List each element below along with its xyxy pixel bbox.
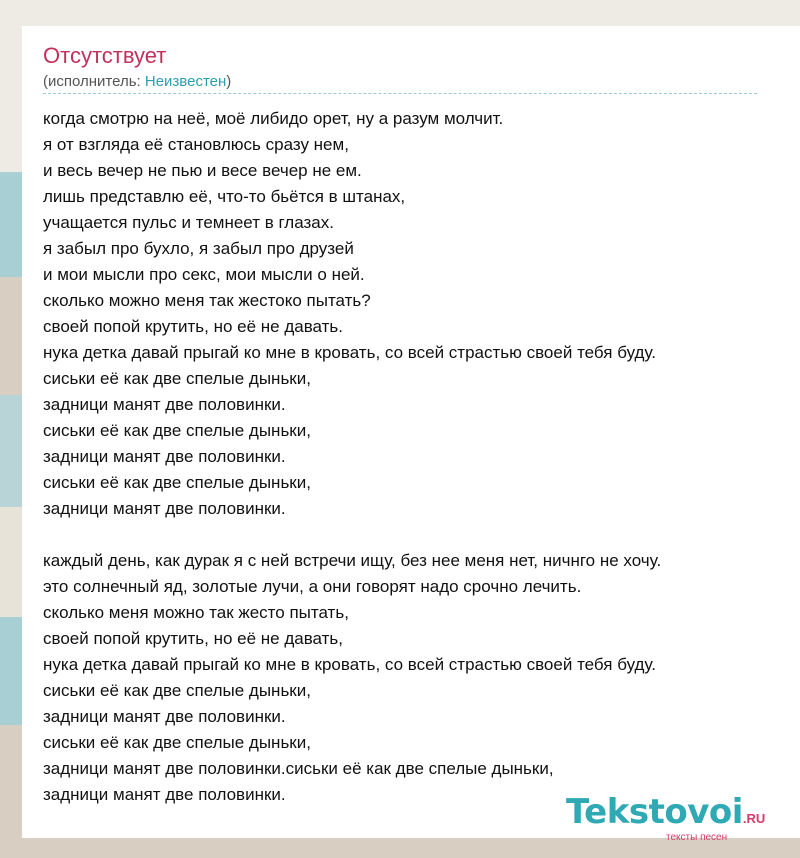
lyric-line: сиськи её как две спелые дыньки, <box>43 473 311 492</box>
lyric-line: задници манят две половинки.сиськи её как две спелые дыньки, <box>43 759 554 778</box>
lyric-line: и мои мысли про секс, мои мысли о ней. <box>43 265 365 284</box>
lyrics-text <box>43 106 800 808</box>
lyric-line: сиськи её как две спелые дыньки, <box>43 369 311 388</box>
lyric-line: я от взгляда её становлюсь сразу нем, <box>43 135 349 154</box>
lyric-line: задници манят две половинки. <box>43 707 286 726</box>
lyric-line: задници манят две половинки. <box>43 447 286 466</box>
artist-link[interactable]: Неизвестен <box>144 73 227 90</box>
logo-domain: .RU <box>742 811 766 826</box>
lyric-line: задници манят две половинки. <box>43 395 286 414</box>
lyric-line: сколько меня можно так жесто пытать, <box>43 603 349 622</box>
lyric-line: когда смотрю на неё, моё либидо орет, ну а разум молчит. <box>43 109 504 128</box>
lyric-line: сиськи её как две спелые дыньки, <box>43 421 311 440</box>
artist-prefix: (исполнитель: <box>43 73 145 90</box>
lyric-line: своей попой крутить, но её не давать. <box>43 317 344 336</box>
logo-wordmark: Tekstovoi <box>566 792 743 832</box>
artist-line <box>43 73 231 90</box>
lyric-line: лишь представлю её, что-то бьётся в штанах, <box>43 187 406 206</box>
lyric-blank-line <box>43 522 800 548</box>
song-title: Отсутствует <box>43 43 167 68</box>
lyric-line: задници манят две половинки. <box>43 785 286 804</box>
lyric-line: сиськи её как две спелые дыньки, <box>43 733 311 752</box>
lyric-line: учащается пульс и темнеет в глазах. <box>43 213 334 232</box>
artist-suffix: ) <box>226 73 232 90</box>
lyric-line: сиськи её как две спелые дыньки, <box>43 681 311 700</box>
lyric-line: сколько можно меня так жестоко пытать? <box>43 291 371 310</box>
site-logo[interactable] <box>566 792 766 843</box>
lyric-line: и весь вечер не пью и весе вечер не ем. <box>43 161 362 180</box>
lyric-line: я забыл про бухло, я забыл про друзей <box>43 239 354 258</box>
lyric-line: задници манят две половинки. <box>43 499 286 518</box>
lyric-line: нука детка давай прыгай ко мне в кровать, со всей страстью своей тебя буду. <box>43 655 656 674</box>
lyrics-card <box>22 26 800 838</box>
lyric-line: каждый день, как дурак я с ней встречи ищу, без нее меня нет, ничнго не хочу. <box>43 551 662 570</box>
lyric-line: это солнечный яд, золотые лучи, а они говорят надо срочно лечить. <box>43 577 582 596</box>
logo-tagline: тексты песен <box>666 832 728 843</box>
title-divider <box>43 93 757 94</box>
lyric-line: нука детка давай прыгай ко мне в кровать, со всей страстью своей тебя буду. <box>43 343 656 362</box>
lyric-line: своей попой крутить, но её не давать, <box>43 629 344 648</box>
